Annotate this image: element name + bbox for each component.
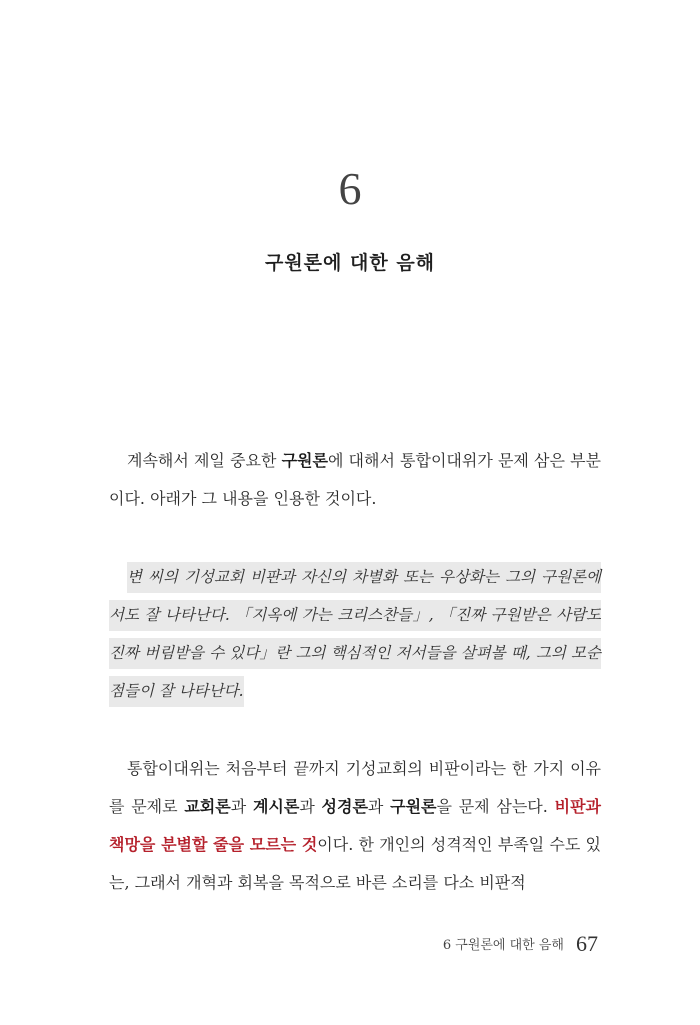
text-run: 이다. 한 개인의 성격적인 부족일 수도 있는, 그래서 개혁과 회복을 목적으로 바른 소리를 다소 비판적 <box>109 835 601 892</box>
text-run: 통합이대위는 처음부터 끝까지 기성교회의 비판이라는 한 가지 이유를 문제로 <box>109 759 601 816</box>
text-run: 과 <box>230 797 253 816</box>
body-paragraph-2 <box>109 750 601 902</box>
block-quote <box>109 558 601 710</box>
text-run: 계속해서 제일 중요한 <box>127 451 282 470</box>
text-run: 에 대해서 통합이대위가 문제 삼은 부분이다. 아래가 그 내용을 인용한 것이다. <box>109 451 601 508</box>
running-head: 6 구원론에 대한 음해 <box>442 938 564 953</box>
bold-term: 구원론 <box>281 451 328 470</box>
text-run: 과 <box>299 797 322 816</box>
bold-term: 계시론 <box>252 797 300 816</box>
bold-term: 성경론 <box>321 797 368 816</box>
page-footer <box>443 932 598 958</box>
quote-text: 변 씨의 기성교회 비판과 자신의 차별화 또는 우상화는 그의 구원론에서도 잘 나타난다. 「지옥에 가는 크리스찬들」, 「진짜 구원받은 사람도 진짜 버림받을 수 있다」란 그의 핵심적인 저서들을 살펴볼 때, 그의 모순점들이 잘 나타난다. <box>109 562 601 707</box>
highlighted-red-phrase: 비판과 책망을 분별할 줄을 모르는 것 <box>109 797 601 854</box>
bold-term: 구원론 <box>390 797 437 816</box>
text-run: 을 문제 삼는다. <box>436 797 555 816</box>
page-number: 67 <box>576 931 598 956</box>
text-run: 과 <box>367 797 391 816</box>
chapter-title: 구원론에 대한 음해 <box>264 252 436 274</box>
body-paragraph-1 <box>109 442 601 518</box>
chapter-number: 6 <box>338 163 362 214</box>
bold-term: 교회론 <box>184 797 231 816</box>
